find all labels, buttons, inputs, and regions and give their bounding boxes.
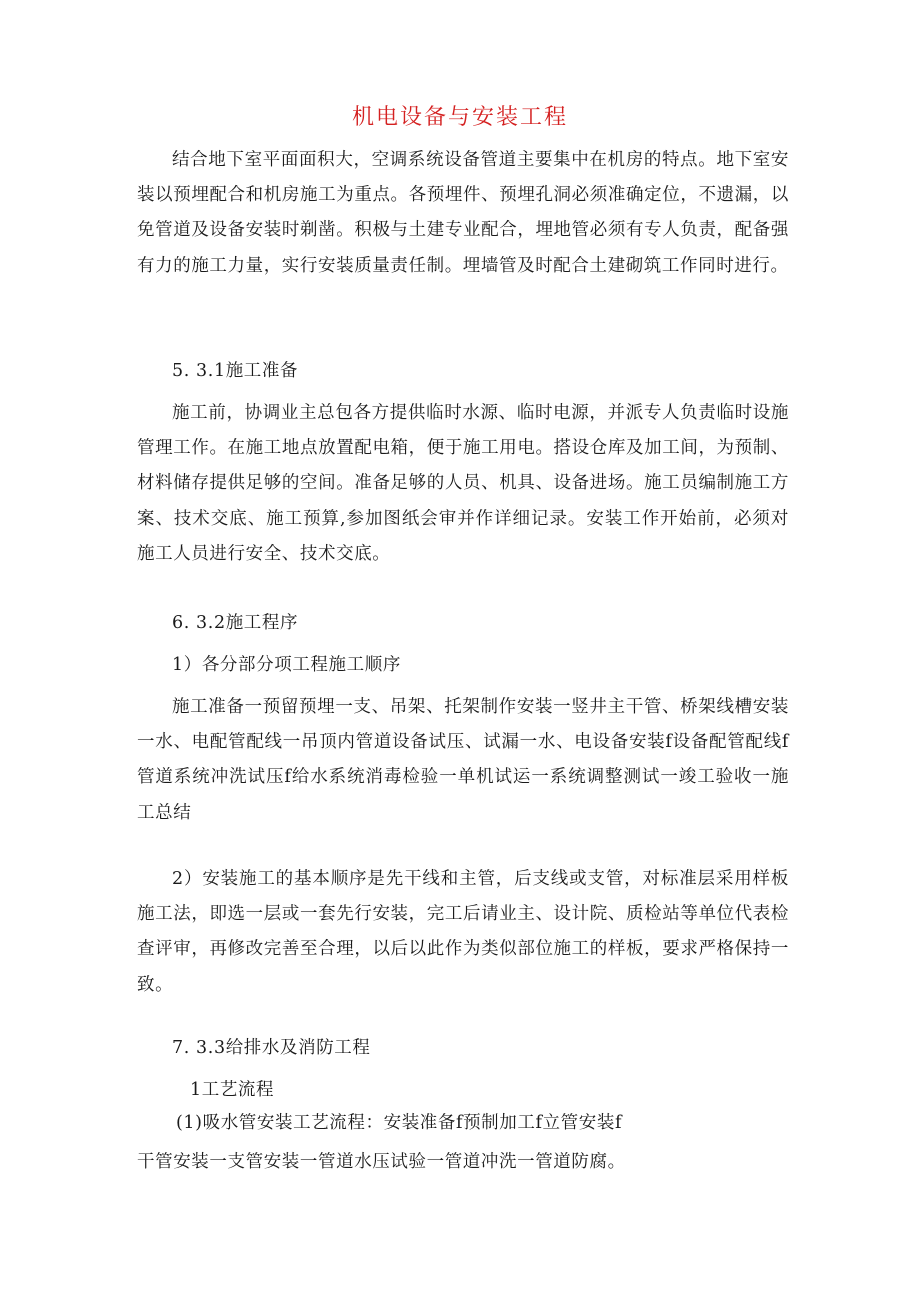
section-532-item1-text: 施工准备一预留预埋一支、吊架、托架制作安装一竖井主干管、桥架线槽安装一水、电配管配线一吊顶内管道设备试压、试漏一水、电设备安装f设备配管配线f管道系统冲洗试压f给水系统消毒检验一单机试运一系统调整测试一竣工验收一施工总结 xyxy=(137,697,789,823)
section-532-item2-paragraph xyxy=(137,862,789,1003)
flow-line-1: (1)吸水管安装工艺流程：安装准备f预制加工f立管安装f xyxy=(176,1113,623,1133)
document-title: 机电设备与安装工程 xyxy=(351,105,568,130)
intro-paragraph xyxy=(137,143,789,284)
intro-text: 结合地下室平面面积大，空调系统设备管道主要集中在机房的特点。地下室安装以预埋配合和机房施工为重点。各预埋件、预埋孔洞必须准确定位，不遗漏，以免管道及设备安装时剃凿。积极与土建专业配合，埋地管必须有专人负责，配备强有力的施工力量，实行安装质量责任制。埋墙管及时配合土建砌筑工作同时进行。 xyxy=(137,150,789,276)
section-531-heading: 5. 3.1施工准备 xyxy=(172,361,299,381)
section-531-paragraph xyxy=(137,396,789,572)
section-532-item2-text: 2）安装施工的基本顺序是先干线和主管，后支线或支管，对标准层采用样板施工法，即选一层或一套先行安装，完工后请业主、设计院、质检站等单位代表检查评审，再修改完善至合理，以后以此作为类似部位施工的样板，要求严格保持一致。 xyxy=(137,869,789,995)
section-532-heading: 6. 3.2施工程序 xyxy=(172,613,299,633)
section-532-item1-heading: 1）各分部分项工程施工顺序 xyxy=(172,655,401,675)
section-532-item1-paragraph xyxy=(137,690,789,831)
section-533-subheading: 1工艺流程 xyxy=(190,1080,275,1100)
section-531-text: 施工前，协调业主总包各方提供临时水源、临时电源，并派专人负责临时设施管理工作。在施工地点放置配电箱，便于施工用电。搭设仓库及加工间，为预制、材料储存提供足够的空间。准备足够的人员、机具、设备进场。施工员编制施工方案、技术交底、施工预算,参加图纸会审并作详细记录。安装工作开始前，必须对施工人员进行安全、技术交底。 xyxy=(137,403,789,564)
flow-line-2: 干管安装一支管安装一管道水压试验一管道冲洗一管道防腐。 xyxy=(137,1152,626,1172)
section-533-heading: 7. 3.3给排水及消防工程 xyxy=(172,1038,371,1058)
